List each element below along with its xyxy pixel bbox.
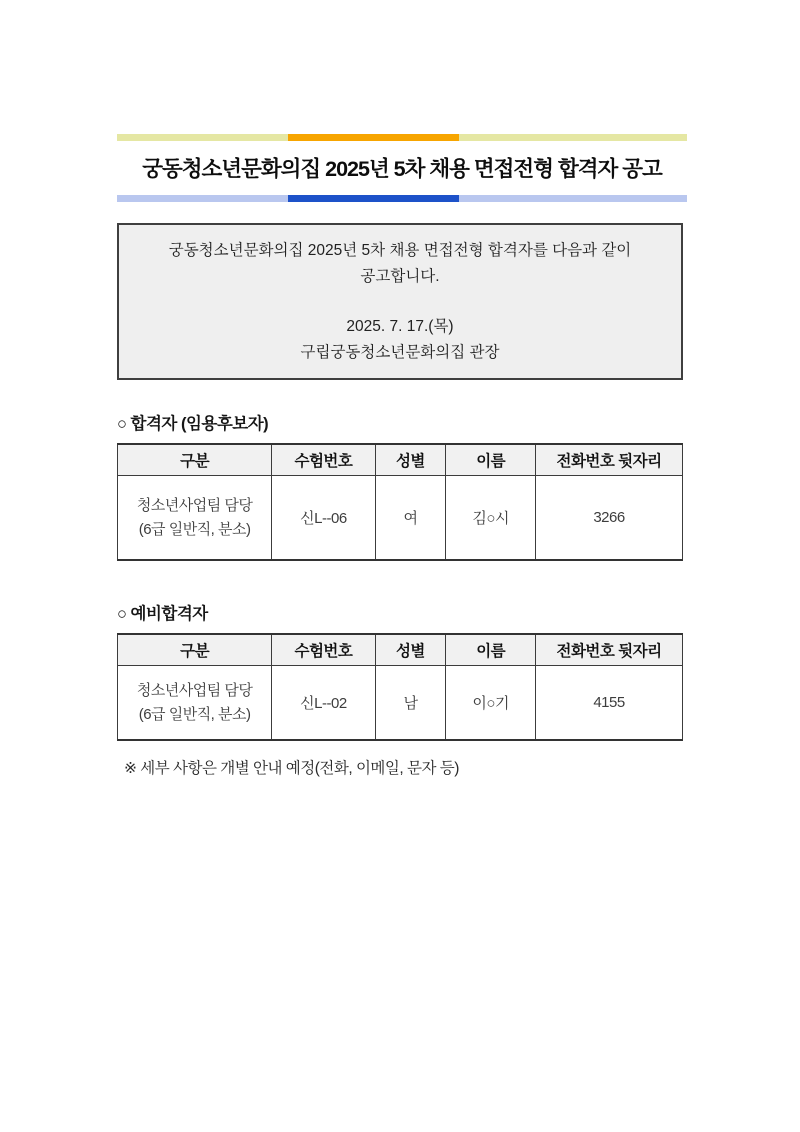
notice-box [117,223,683,380]
passers-table [117,443,683,561]
cell-phone: 4155 [536,666,683,741]
footnote: ※ 세부 사항은 개별 안내 예정(전화, 이메일, 문자 등) [124,760,459,777]
bottom-stripe-segment-left [117,195,288,202]
table-row [118,666,683,741]
cell-name: 김○시 [446,476,536,561]
bottom-stripe-segment-center [288,195,459,202]
notice-body-line-2: 공고합니다. [360,268,440,285]
notice-date: 2025. 7. 17.(목) [346,318,454,335]
column-header-gender: 성별 [375,634,446,666]
column-header-phone: 전화번호 뒷자리 [536,444,683,476]
cell-gender: 남 [375,666,446,741]
cell-phone: 3266 [536,476,683,561]
cell-gender: 여 [375,476,446,561]
category-line-1: 청소년사업팀 담당 [136,496,253,514]
column-header-category: 구분 [118,444,272,476]
column-header-name: 이름 [446,444,536,476]
section-heading-passers: ○ 합격자 (임용후보자) [117,415,269,433]
document-body [117,134,687,778]
column-header-name: 이름 [446,634,536,666]
column-header-category: 구분 [118,634,272,666]
section-heading-reserve: ○ 예비합격자 [117,605,208,623]
bottom-stripe-segment-right [459,195,687,202]
top-stripe [117,134,687,141]
notice-body-line-1: 궁동청소년문화의집 2025년 5차 채용 면접전형 합격자를 다음과 같이 [168,242,632,259]
category-line-2: (6급 일반직, 분소) [138,705,251,723]
notice-spacer [139,290,661,314]
column-header-exam-no: 수험번호 [272,634,375,666]
column-header-gender: 성별 [375,444,446,476]
column-header-phone: 전화번호 뒷자리 [536,634,683,666]
bottom-stripe [117,195,687,202]
category-line-2: (6급 일반직, 분소) [138,520,251,538]
page-title: 궁동청소년문화의집 2025년 5차 채용 면접전형 합격자 공고 [142,157,662,181]
top-stripe-segment-center [288,134,459,141]
top-stripe-segment-left [117,134,288,141]
cell-exam-no: 신L--06 [272,476,375,561]
category-line-1: 청소년사업팀 담당 [136,681,253,699]
top-stripe-segment-right [459,134,687,141]
table-row [118,476,683,561]
cell-exam-no: 신L--02 [272,666,375,741]
cell-name: 이○기 [446,666,536,741]
table-header-row [118,444,683,476]
reserve-table [117,633,683,741]
column-header-exam-no: 수험번호 [272,444,375,476]
cell-category [118,666,272,741]
table-header-row [118,634,683,666]
title-banner [117,134,687,202]
cell-category [118,476,272,561]
notice-signer: 구립궁동청소년문화의집 관장 [300,344,500,361]
